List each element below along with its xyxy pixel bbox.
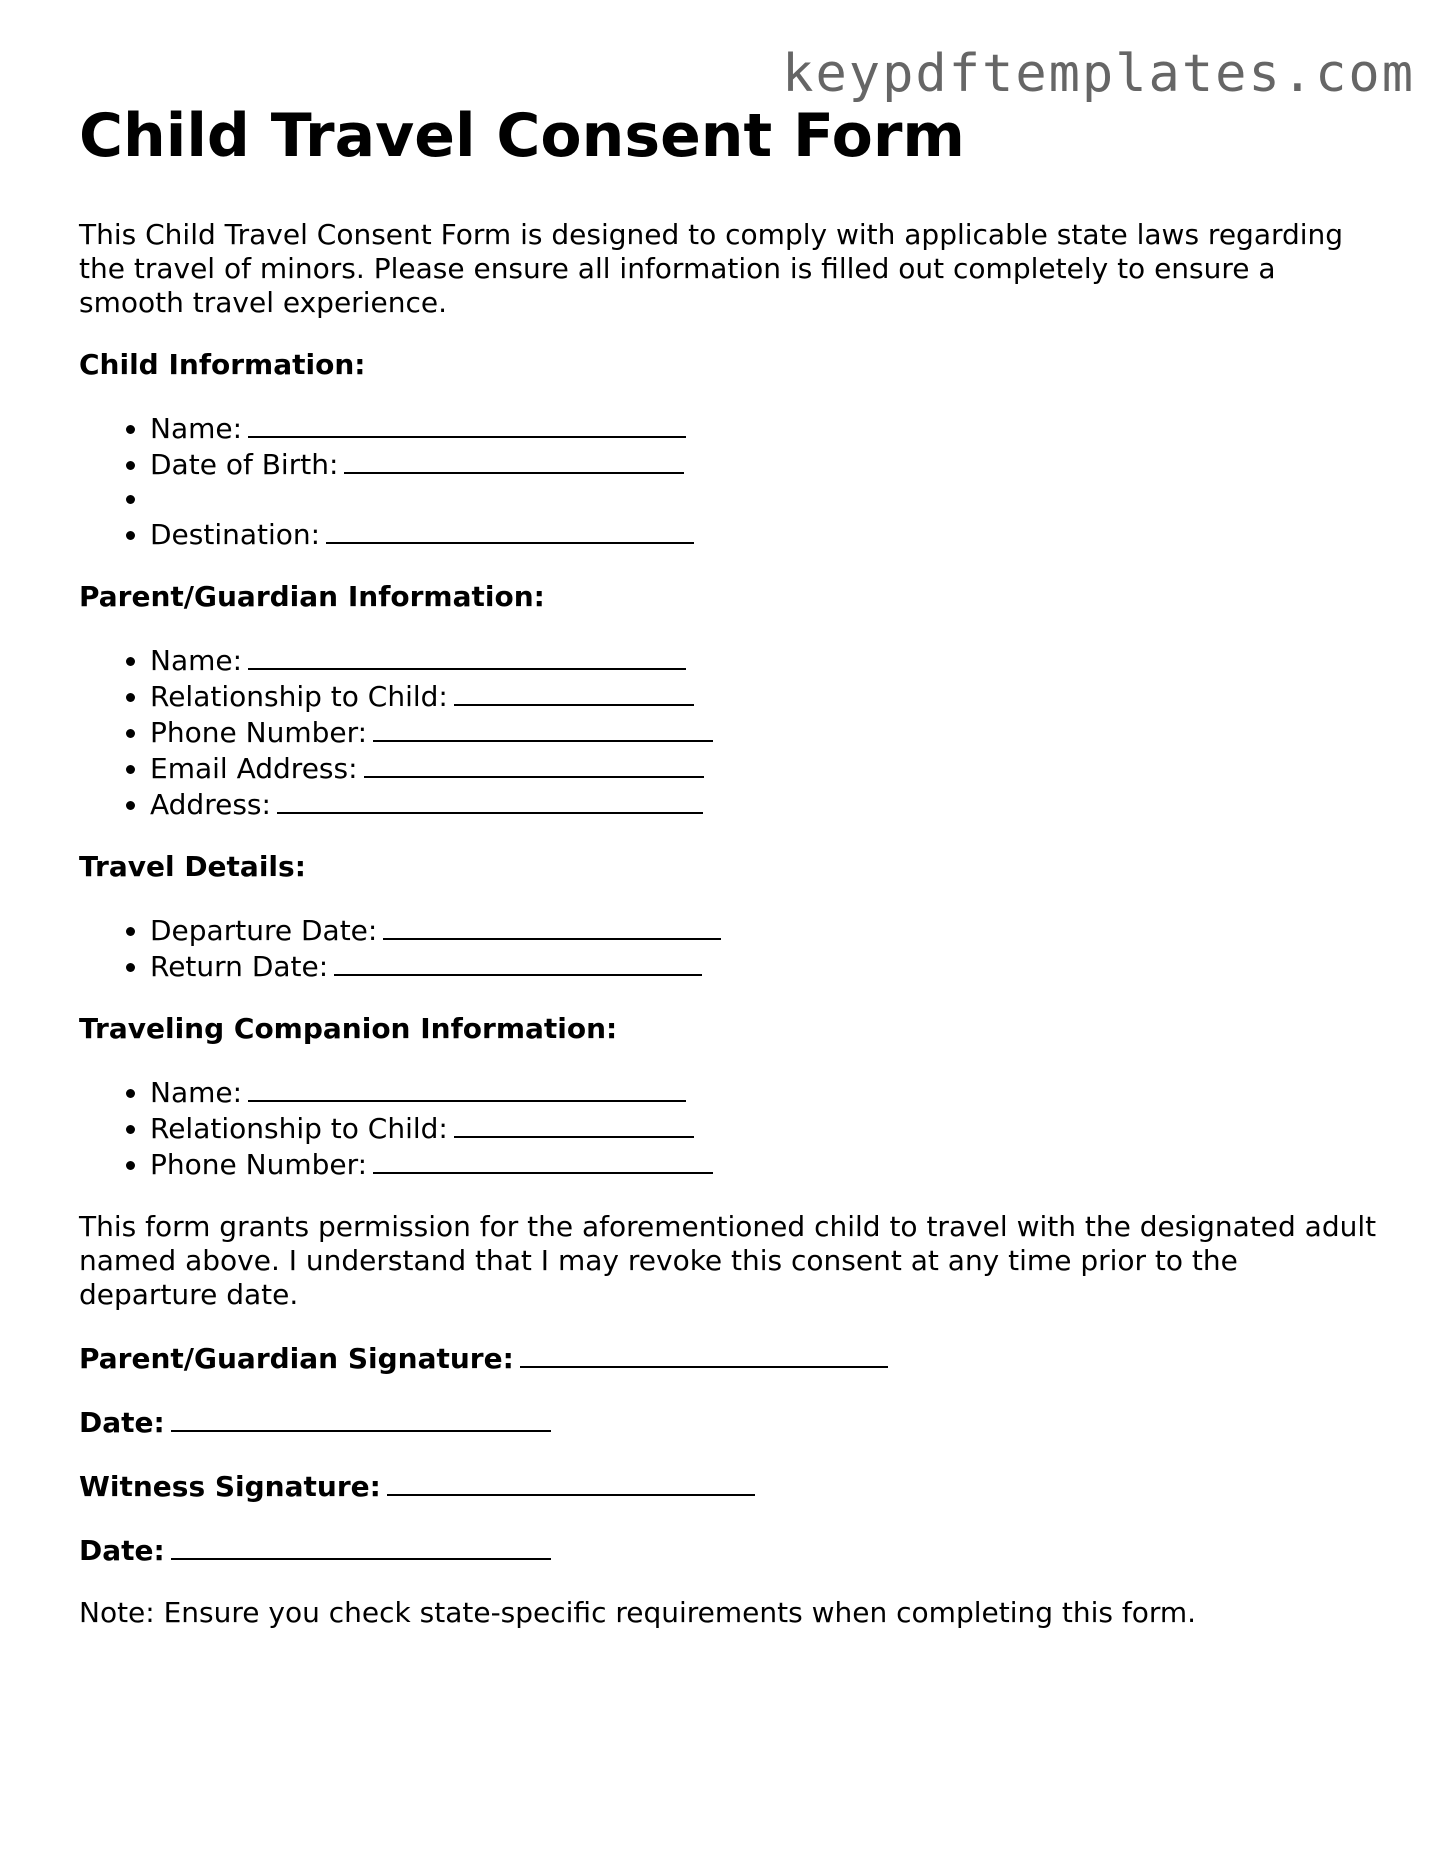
parent-phone-field[interactable] (373, 714, 713, 742)
departure-date-field[interactable] (383, 912, 721, 940)
list-item (150, 678, 1379, 714)
companion-name-field[interactable] (248, 1074, 686, 1102)
departure-date-label: Departure Date: (150, 914, 378, 947)
list-item (150, 714, 1379, 750)
date-row-2 (79, 1532, 1379, 1568)
child-destination-field[interactable] (326, 516, 694, 544)
parent-signature-label: Parent/Guardian Signature: (79, 1342, 514, 1375)
return-date-label: Return Date: (150, 950, 329, 983)
parent-signature-field[interactable] (520, 1340, 888, 1368)
parent-info-list (79, 642, 1379, 822)
date-label-2: Date: (79, 1534, 165, 1567)
list-item (150, 516, 1379, 552)
date-label-1: Date: (79, 1406, 165, 1439)
parent-relationship-field[interactable] (454, 678, 694, 706)
companion-relationship-label: Relationship to Child: (150, 1112, 448, 1145)
companion-relationship-field[interactable] (454, 1110, 694, 1138)
parent-address-field[interactable] (277, 786, 703, 814)
parent-signature-row (79, 1340, 1379, 1376)
parent-relationship-label: Relationship to Child: (150, 680, 448, 713)
date-row-1 (79, 1404, 1379, 1440)
travel-details-list (79, 912, 1379, 984)
witness-signature-row (79, 1468, 1379, 1504)
companion-phone-field[interactable] (373, 1146, 713, 1174)
parent-info-heading: Parent/Guardian Information: (79, 580, 545, 613)
parent-name-label: Name: (150, 644, 243, 677)
list-item (150, 410, 1379, 446)
child-info-heading: Child Information: (79, 348, 366, 381)
date-field-1[interactable] (171, 1404, 551, 1432)
child-dob-field[interactable] (344, 446, 684, 474)
child-dob-label: Date of Birth: (150, 448, 339, 481)
companion-name-label: Name: (150, 1076, 243, 1109)
child-name-field[interactable] (248, 410, 686, 438)
list-item (150, 948, 1379, 984)
form-document (79, 96, 1379, 1630)
companion-info-heading: Traveling Companion Information: (79, 1012, 618, 1045)
companion-info-list (79, 1074, 1379, 1182)
parent-address-label: Address: (150, 788, 271, 821)
child-destination-label: Destination: (150, 518, 321, 551)
parent-email-field[interactable] (364, 750, 704, 778)
parent-phone-label: Phone Number: (150, 716, 368, 749)
consent-paragraph: This form grants permission for the aforementioned child to travel with the designated adult named above. I understand that I may revoke this consent at any time prior to the departure date. (79, 1210, 1377, 1311)
child-name-label: Name: (150, 412, 243, 445)
date-field-2[interactable] (171, 1532, 551, 1560)
witness-signature-label: Witness Signature: (79, 1470, 381, 1503)
watermark: keypdftemplates.com (782, 44, 1415, 104)
companion-phone-label: Phone Number: (150, 1148, 368, 1181)
list-item (150, 786, 1379, 822)
witness-signature-field[interactable] (387, 1468, 755, 1496)
intro-paragraph: This Child Travel Consent Form is designed to comply with applicable state laws regarding the travel of minors. Please ensure all information is filled out completely to ensure a smooth travel experience. (79, 218, 1344, 319)
travel-details-heading: Travel Details: (79, 850, 306, 883)
list-item (150, 1146, 1379, 1182)
child-info-list (79, 410, 1379, 552)
return-date-field[interactable] (334, 948, 702, 976)
list-item (150, 750, 1379, 786)
page-title: Child Travel Consent Form (79, 101, 965, 171)
list-item (150, 482, 1379, 516)
parent-name-field[interactable] (248, 642, 686, 670)
list-item (150, 642, 1379, 678)
note-text: Note: Ensure you check state-specific requirements when completing this form. (79, 1596, 1197, 1629)
list-item (150, 1110, 1379, 1146)
list-item (150, 1074, 1379, 1110)
list-item (150, 446, 1379, 482)
list-item (150, 912, 1379, 948)
parent-email-label: Email Address: (150, 752, 358, 785)
